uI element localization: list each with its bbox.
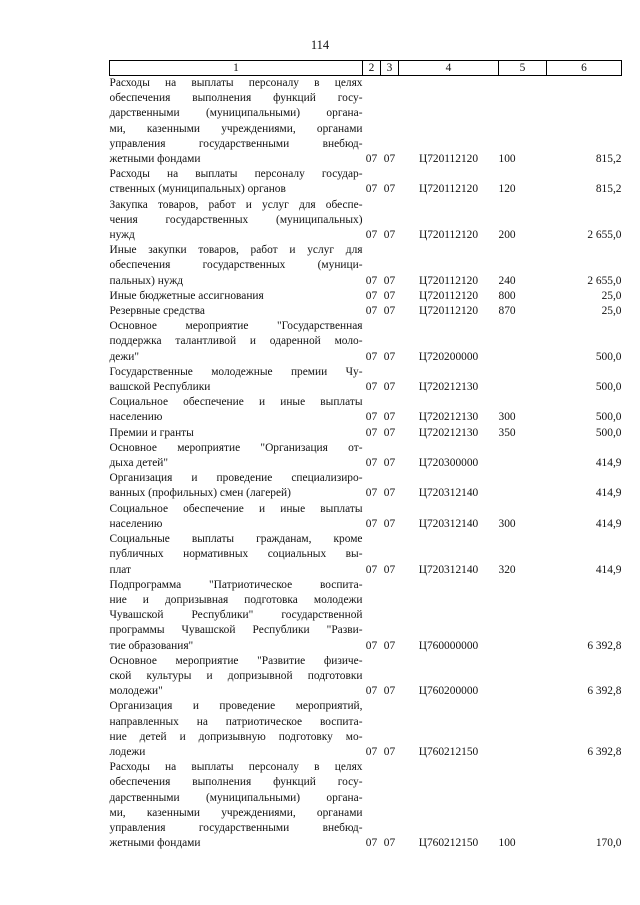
table-row — [110, 319, 622, 365]
row-name — [110, 395, 363, 425]
target-article-code: Ц720112120 — [418, 153, 479, 166]
row-name — [110, 441, 363, 471]
row-name — [110, 365, 363, 395]
row-name-line: обеспечения государственных (муници- — [109, 259, 363, 272]
section-code: 07 — [365, 685, 378, 698]
row-name — [110, 167, 363, 197]
expense-type-code — [499, 654, 547, 700]
row-name-line: Государственные молодежные премии Чу- — [109, 365, 363, 378]
section-code: 07 — [365, 229, 378, 242]
header-col-5: 5 — [499, 61, 547, 76]
header-col-3: 3 — [381, 61, 399, 76]
row-name-line: Основное мероприятие "Организация от- — [109, 441, 363, 454]
header-col-1: 1 — [110, 61, 363, 76]
expense-type-code: 240 — [498, 274, 516, 287]
row-name-line: лодежи — [109, 745, 146, 758]
section-code: 07 — [365, 426, 378, 439]
row-name-line: нужд — [109, 229, 135, 242]
amount: 6 392,8 — [587, 745, 622, 758]
target-article-code: Ц720212130 — [418, 381, 479, 394]
row-name-line: управления государственными внебюд- — [109, 137, 363, 150]
row-name-line: Социальное обеспечение и иные выплаты — [109, 396, 363, 409]
section-code: 07 — [365, 411, 378, 424]
subsection-code: 07 — [383, 517, 396, 530]
subsection-code: 07 — [383, 350, 396, 363]
subsection-code: 07 — [383, 153, 396, 166]
amount: 25,0 — [601, 305, 622, 318]
expense-type-code: 120 — [498, 183, 516, 196]
row-name-line: плат — [109, 563, 132, 576]
amount: 815,2 — [595, 183, 622, 196]
row-name-line: Премии и гранты — [109, 426, 194, 439]
expense-type-code — [499, 319, 547, 365]
row-name — [110, 289, 363, 304]
amount: 414,9 — [595, 457, 622, 470]
row-name — [110, 426, 363, 441]
target-article-code: Ц760212150 — [418, 837, 479, 850]
subsection-code: 07 — [383, 381, 396, 394]
table-row — [110, 426, 622, 441]
row-name — [110, 578, 363, 654]
table-row — [110, 395, 622, 425]
table-row — [110, 198, 622, 244]
subsection-code: 07 — [383, 685, 396, 698]
header-col-6: 6 — [547, 61, 622, 76]
row-name-line: поддержка талантливой и одаренной моло- — [109, 335, 363, 348]
section-code: 07 — [365, 517, 378, 530]
row-name-line: Иные бюджетные ассигнования — [109, 289, 264, 302]
row-name-line: ской культуры и допризывной подготовки — [109, 669, 363, 682]
row-name-line: программы Чувашской Республики "Разви- — [109, 624, 363, 637]
row-name-line: дарственными (муниципальными) органа- — [109, 107, 363, 120]
expense-type-code — [499, 441, 547, 471]
section-code: 07 — [365, 487, 378, 500]
budget-table — [109, 60, 622, 851]
row-name-line: дыха детей" — [109, 457, 169, 470]
row-name-line: ние детей и допризывную подготовку мо- — [109, 730, 363, 743]
row-name-line: пальных) нужд — [109, 274, 184, 287]
row-name — [110, 532, 363, 578]
target-article-code: Ц760200000 — [418, 685, 479, 698]
row-name — [110, 76, 363, 168]
subsection-code: 07 — [383, 837, 396, 850]
row-name-line: населению — [109, 411, 163, 424]
row-name-line: Расходы на выплаты персоналу в целях — [109, 761, 363, 774]
amount: 414,9 — [595, 517, 622, 530]
subsection-code: 07 — [383, 183, 396, 196]
table-row — [110, 699, 622, 760]
table-row — [110, 471, 622, 501]
subsection-code: 07 — [383, 305, 396, 318]
section-code: 07 — [365, 305, 378, 318]
table-row — [110, 76, 622, 168]
section-code: 07 — [365, 274, 378, 287]
row-name-line: Расходы на выплаты персоналу государ- — [109, 168, 363, 181]
row-name-line: направленных на патриотическое воспита- — [109, 715, 363, 728]
section-code: 07 — [365, 837, 378, 850]
row-name-line: населению — [109, 517, 163, 530]
expense-type-code: 100 — [498, 837, 516, 850]
table-row — [110, 760, 622, 851]
row-name-line: Социальное обеспечение и иные выплаты — [109, 502, 363, 515]
table-row — [110, 578, 622, 654]
table-row — [110, 441, 622, 471]
table-row — [110, 532, 622, 578]
amount: 500,0 — [595, 350, 622, 363]
table-row — [110, 289, 622, 304]
row-name-line: жетными фондами — [109, 837, 201, 850]
expense-type-code: 350 — [498, 426, 516, 439]
target-article-code: Ц720112120 — [418, 229, 479, 242]
amount: 2 655,0 — [587, 274, 622, 287]
row-name — [110, 198, 363, 244]
row-name — [110, 243, 363, 289]
row-name — [110, 699, 363, 760]
row-name — [110, 502, 363, 532]
amount: 6 392,8 — [587, 639, 622, 652]
section-code: 07 — [365, 457, 378, 470]
row-name-line: обеспечения выполнения функций госу- — [109, 92, 363, 105]
row-name-line: публичных нормативных социальных вы- — [109, 548, 363, 561]
header-col-4: 4 — [399, 61, 499, 76]
row-name-line: дежи" — [109, 350, 139, 363]
subsection-code: 07 — [383, 563, 396, 576]
amount: 414,9 — [595, 487, 622, 500]
amount: 500,0 — [595, 381, 622, 394]
subsection-code: 07 — [383, 289, 396, 302]
row-name-line: обеспечения выполнения функций госу- — [109, 776, 363, 789]
target-article-code: Ц720212130 — [418, 411, 479, 424]
table-row — [110, 167, 622, 197]
row-name-line: Иные закупки товаров, работ и услуг для — [109, 244, 363, 257]
row-name-line: Чувашской Республики" государственной — [109, 609, 363, 622]
row-name-line: ственных (муниципальных) органов — [109, 183, 286, 196]
amount: 2 655,0 — [587, 229, 622, 242]
row-name-line: Организация и проведение специализиро- — [109, 472, 363, 485]
section-code: 07 — [365, 745, 378, 758]
table-row — [110, 365, 622, 395]
table-header-row — [110, 61, 622, 76]
target-article-code: Ц720112120 — [418, 289, 479, 302]
row-name-line: молодежи" — [109, 685, 163, 698]
table-row — [110, 654, 622, 700]
row-name — [110, 304, 363, 319]
expense-type-code — [499, 699, 547, 760]
subsection-code: 07 — [383, 457, 396, 470]
table-row — [110, 304, 622, 319]
target-article-code: Ц760212150 — [418, 745, 479, 758]
row-name — [110, 471, 363, 501]
row-name-line: Организация и проведение мероприятий, — [109, 700, 363, 713]
row-name-line: чения государственных (муниципальных) — [109, 213, 363, 226]
expense-type-code: 100 — [498, 153, 516, 166]
row-name-line: Подпрограмма "Патриотическое воспита- — [109, 578, 363, 591]
amount: 25,0 — [601, 289, 622, 302]
subsection-code: 07 — [383, 229, 396, 242]
amount: 170,0 — [595, 837, 622, 850]
expense-type-code: 320 — [498, 563, 516, 576]
subsection-code: 07 — [383, 487, 396, 500]
section-code: 07 — [365, 183, 378, 196]
row-name-line: Расходы на выплаты персоналу в целях — [109, 77, 363, 89]
section-code: 07 — [365, 639, 378, 652]
section-code: 07 — [365, 563, 378, 576]
row-name-line: управления государственными внебюд- — [109, 821, 363, 834]
row-name-line: Основное мероприятие "Развитие физиче- — [109, 654, 363, 667]
expense-type-code: 300 — [498, 411, 516, 424]
section-code: 07 — [365, 153, 378, 166]
target-article-code: Ц760000000 — [418, 639, 479, 652]
expense-type-code — [499, 578, 547, 654]
row-name-line: Резервные средства — [109, 305, 205, 318]
row-name-line: Закупка товаров, работ и услуг для обеспе- — [109, 198, 363, 211]
header-col-2: 2 — [363, 61, 381, 76]
row-name — [110, 319, 363, 365]
expense-type-code: 870 — [498, 305, 516, 318]
row-name-line: ние и допризывная подготовка молодежи — [109, 593, 363, 606]
target-article-code: Ц720112120 — [418, 305, 479, 318]
row-name-line: ванных (профильных) смен (лагерей) — [109, 487, 291, 500]
row-name-line: вашской Республики — [109, 381, 211, 394]
section-code: 07 — [365, 350, 378, 363]
row-name-line: Основное мероприятие "Государственная — [109, 320, 363, 333]
table-row — [110, 243, 622, 289]
subsection-code: 07 — [383, 639, 396, 652]
target-article-code: Ц720212130 — [418, 426, 479, 439]
row-name-line: дарственными (муниципальными) органа- — [109, 791, 363, 804]
target-article-code: Ц720200000 — [418, 350, 479, 363]
amount: 500,0 — [595, 426, 622, 439]
target-article-code: Ц720112120 — [418, 183, 479, 196]
amount: 500,0 — [595, 411, 622, 424]
expense-type-code — [499, 365, 547, 395]
target-article-code: Ц720312140 — [418, 517, 479, 530]
subsection-code: 07 — [383, 411, 396, 424]
row-name — [110, 760, 363, 851]
row-name-line: ми, казенными учреждениями, органами — [109, 122, 363, 135]
subsection-code: 07 — [383, 274, 396, 287]
page-number: 114 — [310, 38, 330, 52]
row-name-line: тие образования" — [109, 639, 194, 652]
target-article-code: Ц720300000 — [418, 457, 479, 470]
row-name — [110, 654, 363, 700]
target-article-code: Ц720112120 — [418, 274, 479, 287]
target-article-code: Ц720312140 — [418, 563, 479, 576]
table-body — [110, 76, 622, 852]
subsection-code: 07 — [383, 426, 396, 439]
expense-type-code: 200 — [498, 229, 516, 242]
amount: 815,2 — [595, 153, 622, 166]
table-row — [110, 502, 622, 532]
target-article-code: Ц720312140 — [418, 487, 479, 500]
amount: 6 392,8 — [587, 685, 622, 698]
row-name-line: жетными фондами — [109, 153, 201, 166]
expense-type-code — [499, 471, 547, 501]
subsection-code: 07 — [383, 745, 396, 758]
section-code: 07 — [365, 289, 378, 302]
row-name-line: ми, казенными учреждениями, органами — [109, 806, 363, 819]
expense-type-code: 800 — [498, 289, 516, 302]
amount: 414,9 — [595, 563, 622, 576]
expense-type-code: 300 — [498, 517, 516, 530]
row-name-line: Социальные выплаты гражданам, кроме — [109, 533, 363, 546]
section-code: 07 — [365, 381, 378, 394]
